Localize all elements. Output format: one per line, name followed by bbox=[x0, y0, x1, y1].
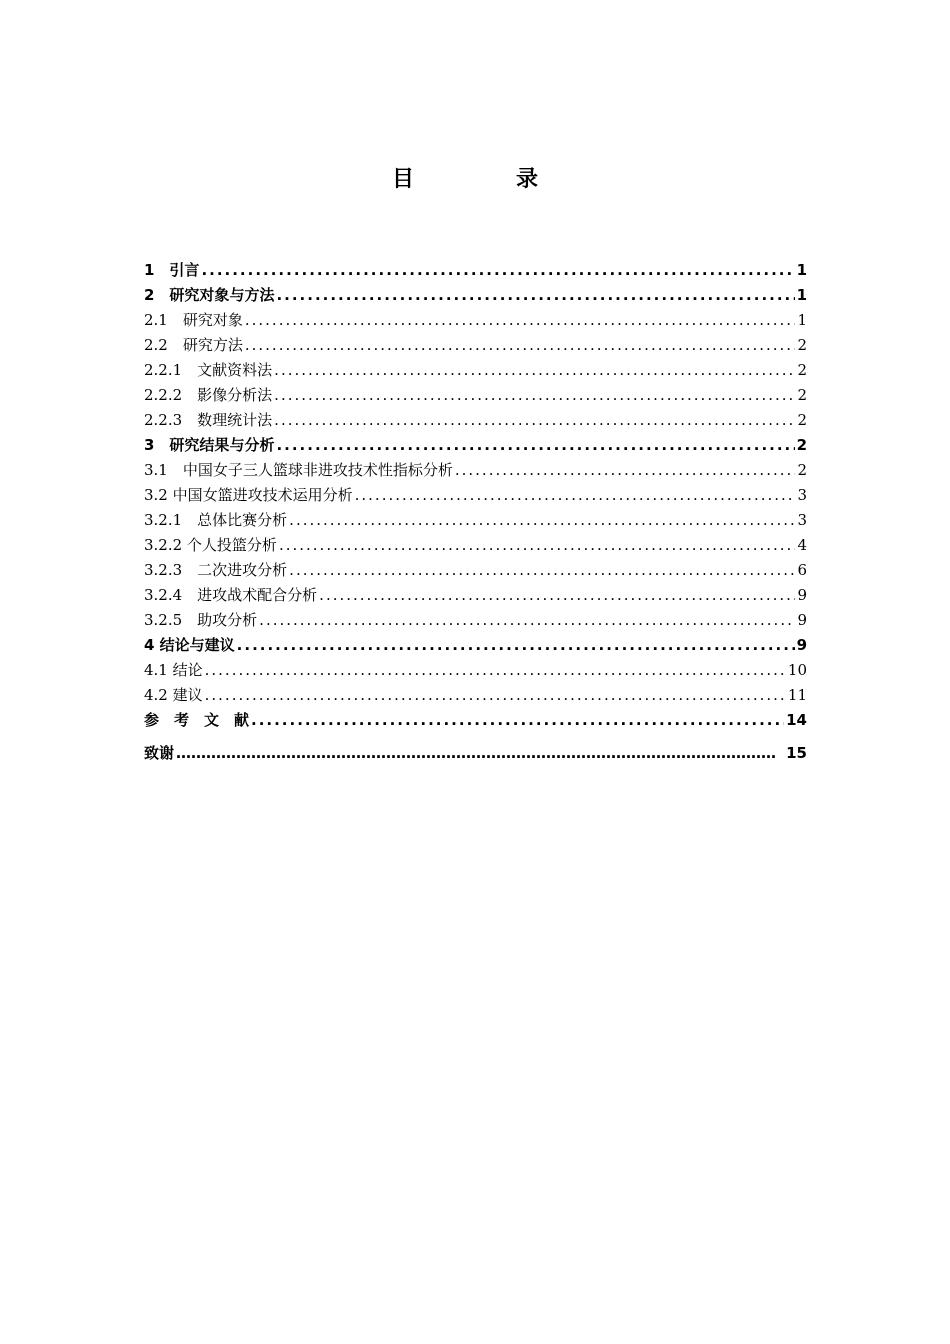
toc-entry-page-number: 2 bbox=[797, 411, 807, 429]
toc-entry-label: 4 结论与建议 bbox=[144, 636, 235, 654]
toc-entry[interactable] bbox=[144, 533, 807, 558]
toc-dot-leader bbox=[276, 283, 794, 308]
toc-entry[interactable] bbox=[144, 558, 807, 583]
toc-entry-label: 3.2.1 总体比赛分析 bbox=[144, 511, 288, 529]
toc-entry[interactable] bbox=[144, 658, 807, 683]
toc-dot-leader bbox=[274, 408, 795, 433]
toc-entry-label: 3.2.2 个人投篮分析 bbox=[144, 536, 277, 554]
toc-entry[interactable] bbox=[144, 308, 807, 333]
toc-dot-leader bbox=[205, 658, 786, 683]
toc-dot-leader bbox=[237, 633, 795, 658]
toc-entry-page-number: 2 bbox=[797, 361, 807, 379]
toc-entry[interactable] bbox=[144, 708, 807, 733]
toc-entry-label: 2.2.2 影像分析法 bbox=[144, 386, 273, 404]
toc-entry-label: 2.2.1 文献资料法 bbox=[144, 361, 273, 379]
toc-dot-leader bbox=[276, 433, 794, 458]
toc-entry-page-number: 10 bbox=[787, 661, 807, 679]
toc-entry-page-number: 9 bbox=[796, 636, 807, 654]
toc-entry-page-number: 15 bbox=[786, 744, 807, 762]
toc-entry[interactable] bbox=[144, 408, 807, 433]
toc-dot-leader bbox=[274, 383, 795, 408]
toc-dot-leader bbox=[289, 558, 795, 583]
toc-entry-label: 2 研究对象与方法 bbox=[144, 286, 275, 304]
toc-entry-label: 2.1 研究对象 bbox=[144, 311, 243, 329]
toc-entry-page-number: 1 bbox=[796, 261, 807, 279]
toc-entry[interactable] bbox=[144, 333, 807, 358]
page-title: 目 录 bbox=[391, 167, 578, 192]
toc-entry-page-number: 6 bbox=[797, 561, 807, 579]
toc-entry[interactable] bbox=[144, 742, 807, 766]
toc-entry-page-number: 2 bbox=[797, 461, 807, 479]
toc-entry[interactable] bbox=[144, 608, 807, 633]
toc-entry-label: 致谢 bbox=[144, 744, 175, 762]
toc-dot-leader bbox=[355, 483, 795, 508]
toc-entry-label: 2.2.3 数理统计法 bbox=[144, 411, 273, 429]
toc-dot-leader bbox=[455, 458, 795, 483]
toc-entry-label: 3.2.5 助攻分析 bbox=[144, 611, 258, 629]
toc-entry-page-number: 9 bbox=[797, 586, 807, 604]
toc-entry-page-number: 2 bbox=[797, 386, 807, 404]
toc-dot-leader bbox=[245, 308, 795, 333]
toc-entry-page-number: 14 bbox=[786, 711, 807, 729]
toc-entry-page-number: 4 bbox=[797, 536, 807, 554]
toc-dot-leader bbox=[274, 358, 795, 383]
toc-entry-label: 3.2 中国女篮进攻技术运用分析 bbox=[144, 486, 353, 504]
toc-entry-page-number: 1 bbox=[796, 286, 807, 304]
toc-entry-page-number: 3 bbox=[797, 486, 807, 504]
toc-entry[interactable] bbox=[144, 458, 807, 483]
toc-entry-label: 3 研究结果与分析 bbox=[144, 436, 275, 454]
toc-dot-leader bbox=[201, 258, 794, 283]
toc-entry[interactable] bbox=[144, 583, 807, 608]
toc-dot-leader bbox=[176, 741, 776, 766]
toc-entry-page-number: 2 bbox=[797, 336, 807, 354]
toc-entry-label: 2.2 研究方法 bbox=[144, 336, 243, 354]
toc-entry[interactable] bbox=[144, 383, 807, 408]
toc-dot-leader bbox=[259, 608, 795, 633]
toc-entry-page-number: 2 bbox=[796, 436, 807, 454]
toc-entry[interactable] bbox=[144, 683, 807, 708]
table-of-contents bbox=[144, 258, 807, 766]
toc-entry[interactable] bbox=[144, 258, 807, 283]
toc-entry-label: 3.2.4 进攻战术配合分析 bbox=[144, 586, 318, 604]
toc-entry[interactable] bbox=[144, 483, 807, 508]
toc-entry-label: 4.2 建议 bbox=[144, 686, 203, 704]
toc-entry-label: 3.2.3 二次进攻分析 bbox=[144, 561, 288, 579]
toc-entry[interactable] bbox=[144, 283, 807, 308]
toc-dot-leader bbox=[289, 508, 795, 533]
toc-entry-label: 参 考 文 献 bbox=[144, 711, 250, 729]
toc-entry-page-number: 9 bbox=[797, 611, 807, 629]
toc-dot-leader bbox=[251, 708, 784, 733]
toc-entry-label: 3.1 中国女子三人篮球非进攻技术性指标分析 bbox=[144, 461, 453, 479]
toc-entry[interactable] bbox=[144, 358, 807, 383]
toc-entry-page-number: 11 bbox=[787, 686, 807, 704]
toc-dot-leader bbox=[245, 333, 795, 358]
toc-dot-leader bbox=[319, 583, 795, 608]
toc-entry-label: 1 引言 bbox=[144, 261, 200, 279]
toc-entry[interactable] bbox=[144, 508, 807, 533]
toc-entry[interactable] bbox=[144, 633, 807, 658]
toc-entry[interactable] bbox=[144, 433, 807, 458]
toc-dot-leader bbox=[279, 533, 795, 558]
toc-entry-label: 4.1 结论 bbox=[144, 661, 203, 679]
toc-entry-page-number: 1 bbox=[797, 311, 807, 329]
toc-entry-page-number: 3 bbox=[797, 511, 807, 529]
toc-dot-leader bbox=[205, 683, 786, 708]
